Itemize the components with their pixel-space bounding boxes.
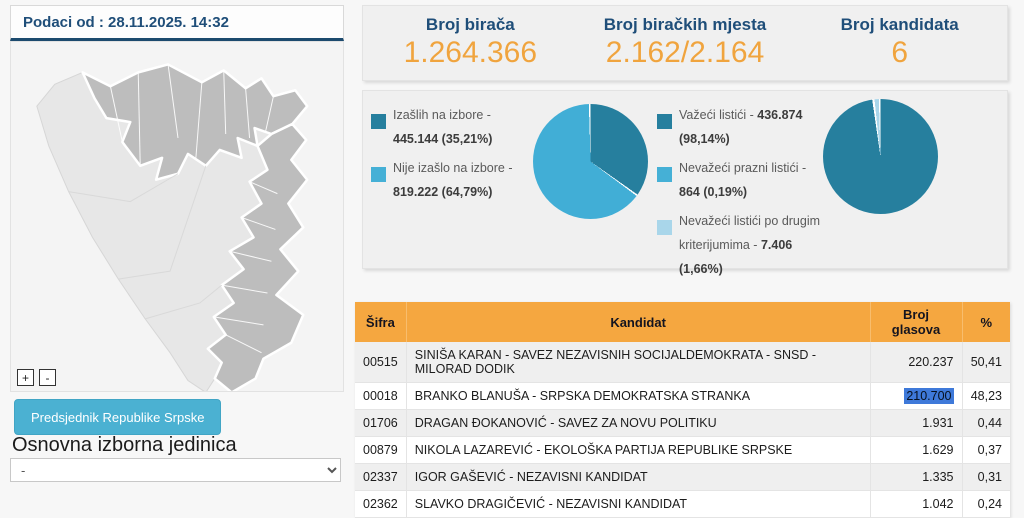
charts-panel [362, 90, 1008, 277]
other-invalid-ballots-label: Nevažeći listići po drugim kriterijumima - [679, 213, 821, 252]
header-code: Šifra [355, 302, 406, 342]
candidate-name: SLAVKO DRAGIČEVIĆ - NEZAVISNI KANDIDAT [406, 491, 870, 518]
header-candidate: Kandidat [406, 302, 870, 342]
turnout-pie-chart [533, 104, 648, 219]
candidate-code: 02337 [355, 464, 406, 491]
bosnia-map-graphic[interactable] [11, 42, 343, 391]
candidate-percent: 48,23 [962, 383, 1010, 410]
table-row[interactable] [355, 464, 1010, 491]
candidate-votes: 1.335 [870, 464, 962, 491]
electoral-unit-select[interactable] [10, 458, 341, 482]
stat-voters-label: Broj birača [425, 15, 515, 34]
legend-item-valid-ballots [657, 103, 822, 152]
legend-item-empty-ballots [657, 156, 822, 205]
country-map[interactable] [10, 41, 344, 392]
table-row[interactable] [355, 410, 1010, 437]
stat-polling-stations [578, 6, 793, 80]
candidate-percent: 0,31 [962, 464, 1010, 491]
other-invalid-ballots-value: 7.406 (1,66%) [679, 237, 793, 277]
turnout-no-value: 819.222 (64,79%) [393, 185, 493, 200]
legend-item-turnout-no [371, 156, 529, 205]
candidate-percent: 50,41 [962, 342, 1010, 383]
candidate-code: 01706 [355, 410, 406, 437]
valid-ballots-value: 436.874 (98,14%) [679, 108, 803, 147]
candidate-votes: 1.931 [870, 410, 962, 437]
candidate-votes: 1.042 [870, 491, 962, 518]
results-table [355, 302, 1010, 518]
header-votes: Broj glasova [870, 302, 962, 342]
table-row[interactable] [355, 342, 1010, 383]
empty-ballots-label: Nevažeći prazni listići - [679, 160, 807, 175]
candidate-name: IGOR GAŠEVIĆ - NEZAVISNI KANDIDAT [406, 464, 870, 491]
summary-stats-panel [362, 5, 1008, 81]
candidate-name: NIKOLA LAZAREVIĆ - EKOLOŠKA PARTIJA REPUBLIKE SRPSKE [406, 437, 870, 464]
turnout-yes-label: Izašlih na izbore - [393, 108, 491, 122]
other-invalid-ballots-swatch [657, 220, 672, 235]
valid-ballots-label: Važeći listići - [679, 108, 758, 122]
turnout-legend [371, 103, 529, 209]
candidate-name: SINIŠA KARAN - SAVEZ NEZAVISNIH SOCIJALDEMOKRATA - SNSD - MILORAD DODIK [406, 342, 870, 383]
map-zoom-out-button[interactable]: - [39, 369, 56, 386]
race-selector-button[interactable]: Predsjednik Republike Srpske [14, 399, 221, 435]
turnout-no-swatch [371, 167, 386, 182]
stat-voters [363, 6, 578, 80]
candidate-code: 00879 [355, 437, 406, 464]
candidate-votes: 1.629 [870, 437, 962, 464]
valid-ballots-swatch [657, 114, 672, 129]
electoral-unit-heading: Osnovna izborna jedinica [12, 434, 237, 456]
stat-candidates [792, 6, 1007, 80]
candidate-votes: 220.237 [870, 342, 962, 383]
candidate-code: 00515 [355, 342, 406, 383]
stat-polling-stations-value: 2.162/2.164 [605, 36, 765, 69]
candidate-code: 00018 [355, 383, 406, 410]
ballots-legend [657, 103, 822, 286]
stat-voters-value: 1.264.366 [403, 36, 538, 69]
data-timestamp [10, 5, 344, 41]
stat-candidates-value: 6 [891, 36, 909, 69]
empty-ballots-swatch [657, 167, 672, 182]
candidate-percent: 0,44 [962, 410, 1010, 437]
candidate-name: BRANKO BLANUŠA - SRPSKA DEMOKRATSKA STRANKA [406, 383, 870, 410]
candidate-percent: 0,37 [962, 437, 1010, 464]
map-zoom-in-button[interactable]: + [17, 369, 34, 386]
turnout-yes-swatch [371, 114, 386, 129]
turnout-no-label: Nije izašlo na izbore - [393, 160, 513, 175]
candidate-name: DRAGAN ĐOKANOVIĆ - SAVEZ ZA NOVU POLITIKU [406, 410, 870, 437]
results-table-header-row [355, 302, 1010, 342]
selected-text-highlight: 210.700 [906, 389, 952, 403]
stat-candidates-label: Broj kandidata [840, 15, 959, 34]
stat-polling-stations-label: Broj biračkih mjesta [603, 15, 767, 34]
legend-item-turnout-yes [371, 103, 529, 152]
table-row[interactable] [355, 491, 1010, 518]
empty-ballots-value: 864 (0,19%) [679, 185, 748, 200]
candidate-percent: 0,24 [962, 491, 1010, 518]
candidate-code: 02362 [355, 491, 406, 518]
data-timestamp-label: Podaci od : 28.11.2025. 14:32 [23, 13, 229, 31]
table-row[interactable] [355, 383, 1010, 410]
ballots-pie-chart [823, 99, 938, 214]
legend-item-other-invalid-ballots [657, 209, 822, 282]
map-zoom-controls [17, 369, 56, 386]
header-percent: % [962, 302, 1010, 342]
candidate-votes [870, 383, 962, 410]
turnout-yes-value: 445.144 (35,21%) [393, 132, 493, 147]
table-row[interactable] [355, 437, 1010, 464]
